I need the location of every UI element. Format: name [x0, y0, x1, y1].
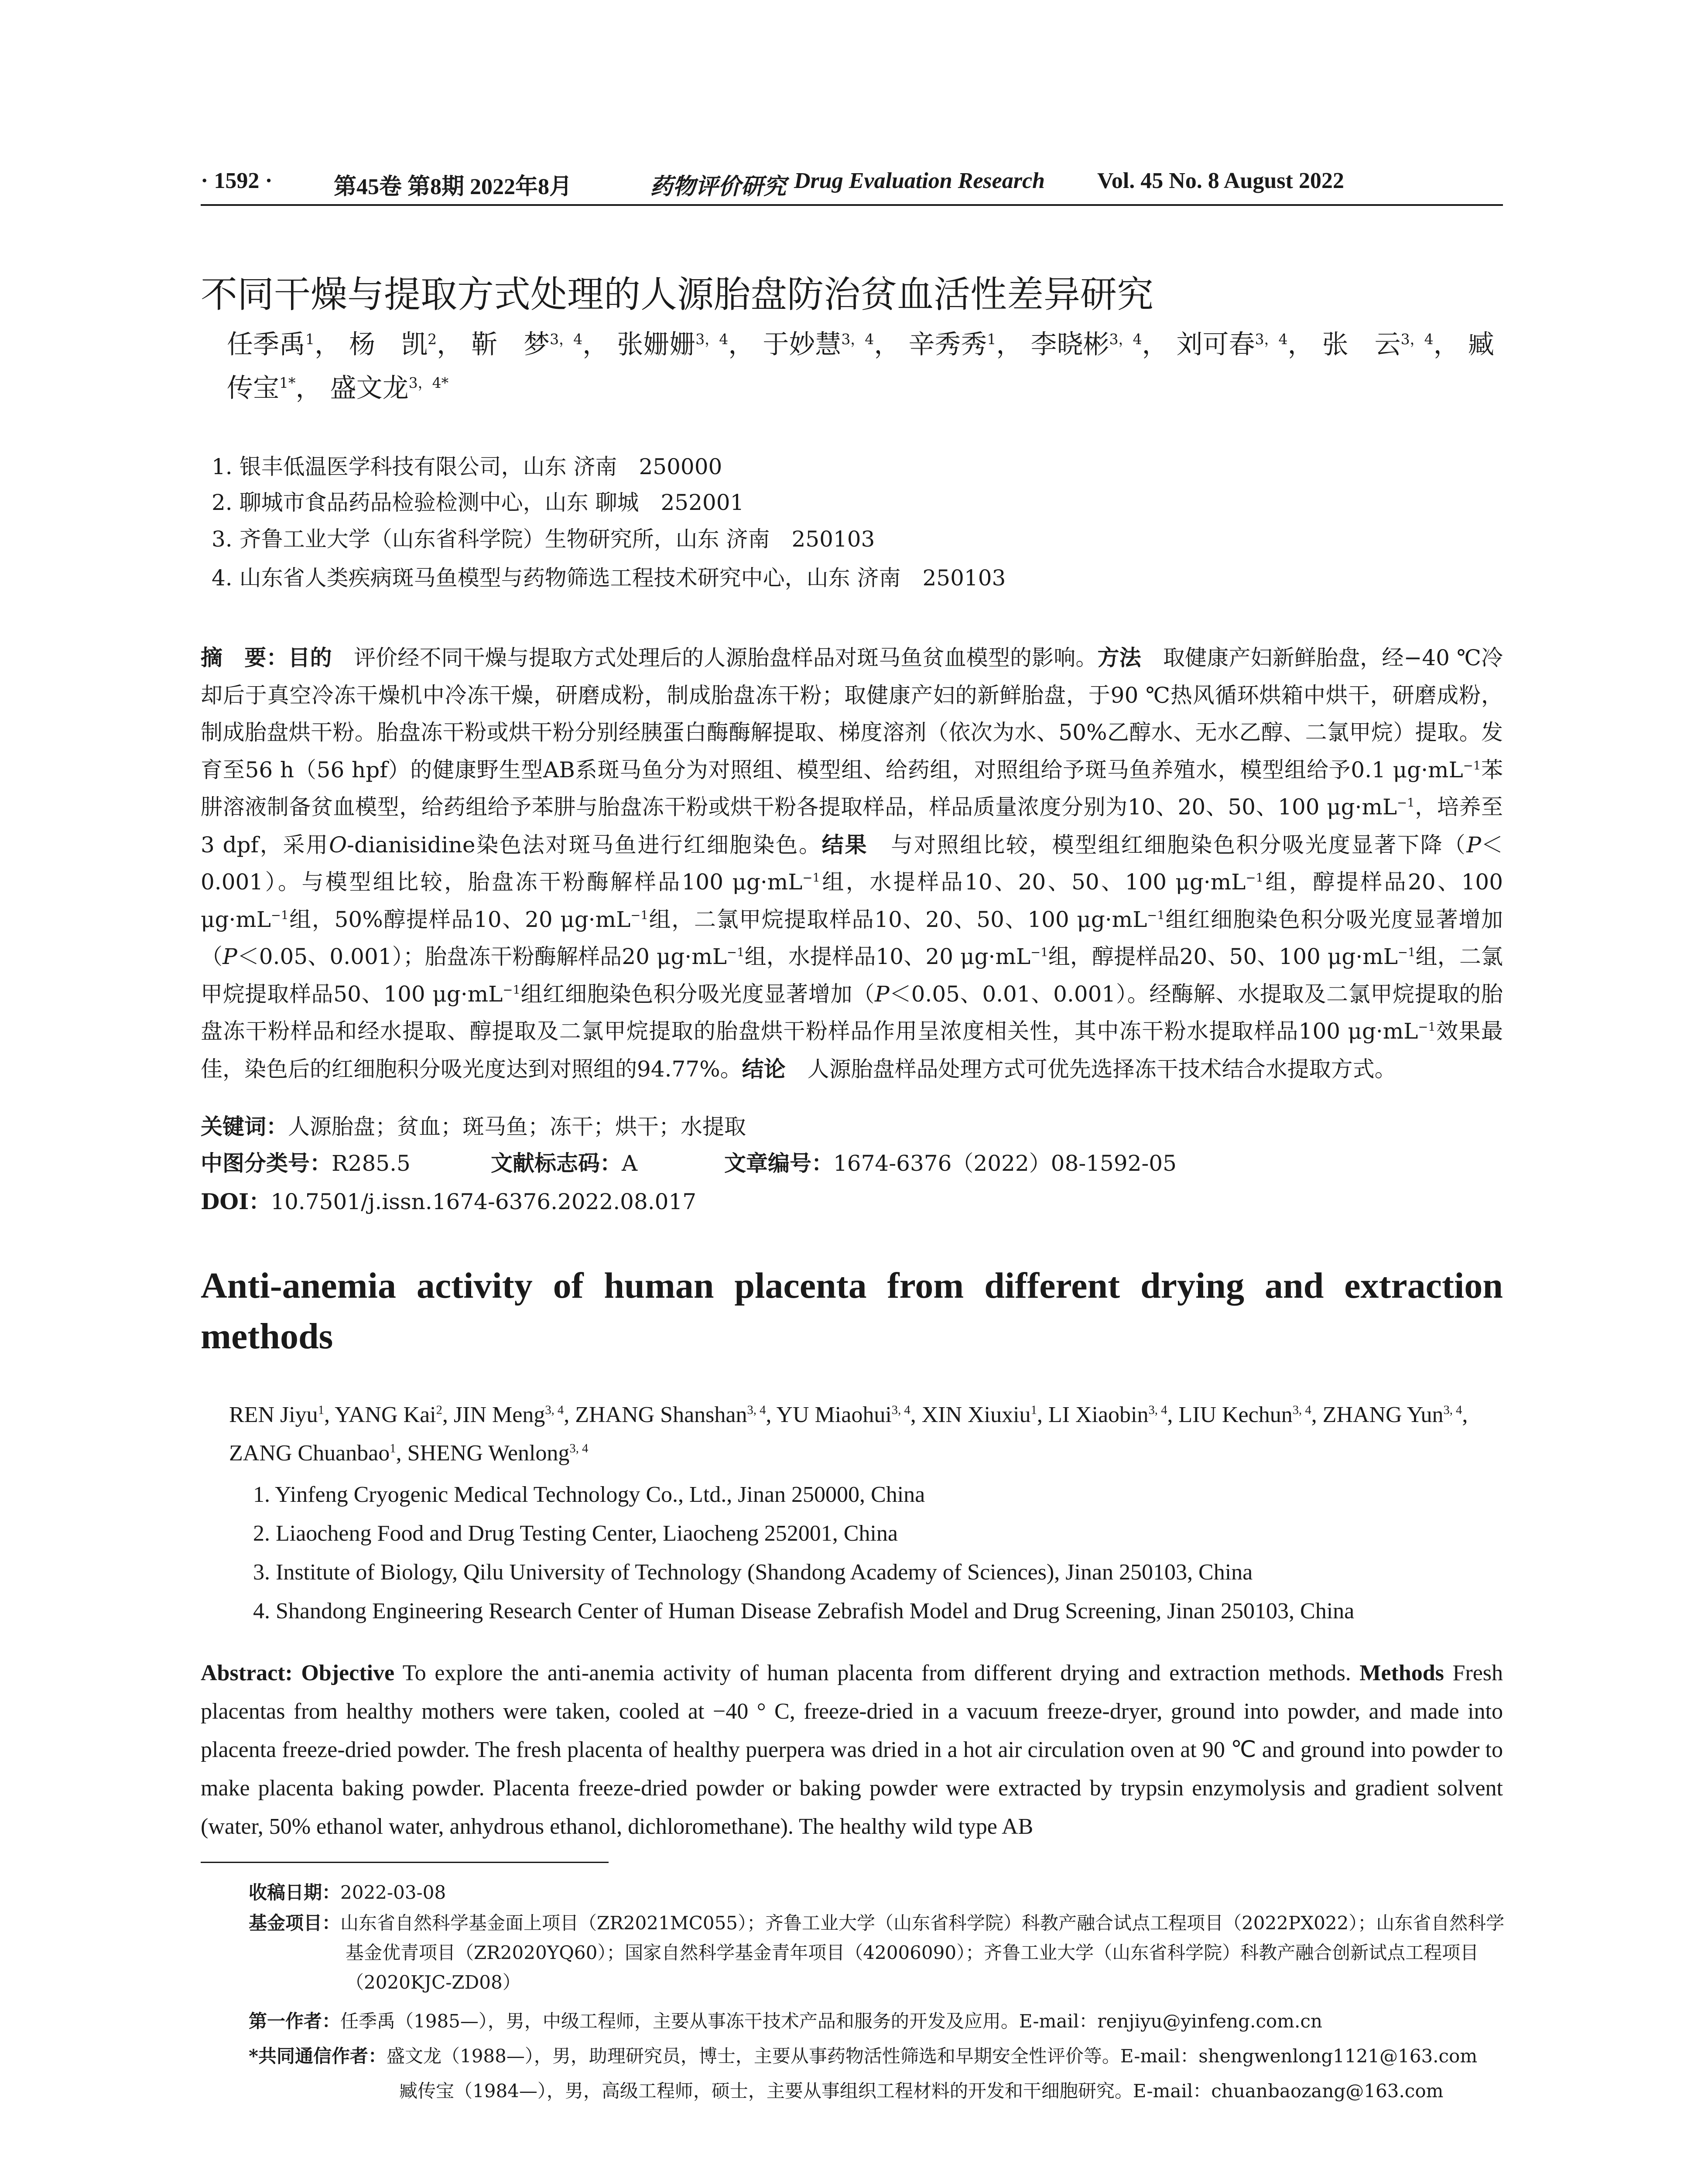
en-affiliation-2: 2. Liaocheng Food and Drug Testing Center, Liaocheng 252001, China: [253, 1521, 898, 1546]
author: 张 云$^{3,4}$，: [1322, 329, 1460, 360]
running-header: [201, 168, 1509, 203]
doc-code-label: 文献标志码：: [491, 1150, 622, 1176]
cn-abstract: 摘 要：目的 评价经不同干燥与提取方式处理后的人源胎盘样品对斑马鱼贫血模型的影响。方法 取健康产妇新鲜胎盘，经−40 ℃冷却后于真空冷冻干燥机中冷冻干燥，研磨成粉，制成胎盘冻干粉；取健康产妇的新鲜胎盘，于90 ℃热风循环烘箱中烘干，研磨成粉，制成胎盘烘干粉。胎盘冻干粉或烘干粉分别经胰蛋白酶酶解提取、梯度溶剂（依次为水、50%乙醇水、无水乙醇、二氯甲烷）提取。发育至56 h（56 hpf）的健康野生型AB系斑马鱼分为对照组、模型组、给药组，对照组给予斑马鱼养殖水，模型组给予0.1 $\mu g\cdot mL^{-1}$苯肼溶液制备贫血模型，给药组给予苯肼与胎盘冻干粉或烘干粉各提取样品，样品质量浓度分别为10、20、50、100 $\mu g\cdot mL^{-1}$，培养至3 dpf，采用O-dianisidine染色法对斑马鱼进行红细胞染色。结果 与对照组比较，模型组红细胞染色积分吸光度显著下降（P＜0.001）。与模型组比较，胎盘冻干粉酶解样品100 $\mu g\cdot mL^{-1}$组，水提样品10、20、50、100 $\mu g\cdot mL^{-1}$组，醇提样品20、100 $\mu g\cdot mL^{-1}$组，50%醇提样品10、20 $\mu g\cdot mL^{-1}$组，二氯甲烷提取样品10、20、50、100 $\mu g\cdot mL^{-1}$组红细胞染色积分吸光度显著增加（P＜0.05、0.001）；胎盘冻干粉酶解样品20 $\mu g\cdot mL^{-1}$组，水提样品10、20 $\mu g\cdot mL^{-1}$组，醇提样品20、50、100 $\mu g\cdot mL^{-1}$组，二氯甲烷提取样品50、100 $\mu g\cdot mL^{-1}$组红细胞染色积分吸光度显著增加（P＜0.05、0.01、0.001）。经酶解、水提取及二氯甲烷提取的胎盘冻干粉样品和经水提取、醇提取及二氯甲烷提取的胎盘烘干粉样品作用呈浓度相关性，其中冻干粉水提取样品100 $\mu g\cdot mL^{-1}$效果最佳，染色后的红细胞积分吸光度达到对照组的94.77%。结论 人源胎盘样品处理方式可优先选择冻干技术结合水提取方式。: [201, 645, 1503, 1082]
clc-label: 中图分类号：: [201, 1150, 332, 1176]
cn-author-list: [227, 323, 1505, 410]
en-abstract: Abstract: Objective To explore the anti-anemia activity of human placenta from different drying and extraction methods. Methods Fresh placentas from healthy mothers were taken, cooled at −40 ° C, freeze-dried in a vacuum freeze-dryer, ground into powder, and made into placenta freeze-dried powder. The fresh placenta of healthy puerpera was dried in a hot air circulation oven at 90 ℃ and ground into powder to make placenta baking powder. Placenta freeze-dried powder or baking powder were extracted by trypsin enzymolysis and gradient solvent (water, 50% ethanol water, anhydrous ethanol, dichloromethane). The healthy wild type AB: [201, 1661, 1503, 1839]
author: 刘可春$^{3,4}$，: [1176, 329, 1314, 360]
cn-affiliation-4: 4. 山东省人类疾病斑马鱼模型与药物筛选工程技术研究中心，山东 济南 250103: [212, 565, 1006, 591]
doi-row: DOI：10.7501/j.issn.1674-6376.2022.08.017: [201, 1189, 697, 1214]
footnote-corresponding-1: *共同通信作者：盛文龙（1988—），男，助理研究员，博士，主要从事药物活性筛选和早期安全性评价等。E-mail：shengwenlong1121@163.com: [249, 2045, 1478, 2067]
cn-issue: 第45卷 第8期 2022年8月: [334, 174, 572, 199]
footnote-fund: 基金项目：山东省自然科学基金面上项目（ZR2021MC055）；齐鲁工业大学（山东省科学院）科教产融合试点工程项目（2022PX022）；山东省自然科学基金优青项目（ZR2020YQ60）；国家自然科学基金青年项目（42006090）；齐鲁工业大学（山东省科学院）科教产融合创新试点工程项目（2020KJC-ZD08）: [249, 1912, 1505, 1993]
author: 杨 凯$^2$，: [349, 329, 463, 360]
footnote-received: 收稿日期：2022-03-08: [249, 1882, 446, 1903]
cn-title: 不同干燥与提取方式处理的人源胎盘防治贫血活性差异研究: [201, 273, 1154, 316]
author: 张姗姗$^{3,4}$，: [617, 329, 755, 360]
clc-value: R285.5: [332, 1151, 411, 1176]
header-rule: [201, 204, 1503, 206]
en-affiliation-4: 4. Shandong Engineering Research Center of Human Disease Zebrafish Model and Drug Screening, Jinan 250103, China: [253, 1599, 1355, 1624]
doc-code-value: A: [622, 1151, 638, 1176]
cn-affiliation-1: 1. 银丰低温医学科技有限公司，山东 济南 250000: [212, 454, 722, 479]
doi-value: 10.7501/j.issn.1674-6376.2022.08.017: [270, 1189, 697, 1214]
journal-en-name: Drug Evaluation Research: [794, 168, 1045, 193]
author: 盛文龙$^{3,4*}$: [330, 373, 449, 403]
article-number-label: 文章编号：: [724, 1150, 833, 1176]
journal-cn-logo: 药物评价研究: [650, 173, 787, 200]
en-title: Anti-anemia activity of human placenta from different drying and extraction methods: [201, 1265, 1503, 1357]
keywords: 关键词：人源胎盘；贫血；斑马鱼；冻干；烘干；水提取: [201, 1114, 746, 1139]
author: 辛秀秀$^1$，: [908, 329, 1023, 360]
footnote-rule: [201, 1862, 609, 1863]
en-issue: Vol. 45 No. 8 August 2022: [1097, 168, 1344, 193]
page-number: · 1592 ·: [201, 168, 273, 193]
footnote-corresponding-2: 臧传宝（1984—），男，高级工程师，硕士，主要从事组织工程材料的开发和干细胞研究。E-mail：chuanbaozang@163.com: [399, 2080, 1444, 2102]
classification-row: [201, 1145, 1503, 1182]
author: 于妙慧$^{3,4}$，: [763, 329, 900, 360]
en-affiliation-3: 3. Institute of Biology, Qilu University of Technology (Shandong Academy of Sciences), Jinan 250103, China: [253, 1560, 1253, 1585]
en-affiliation-1: 1. Yinfeng Cryogenic Medical Technology Co., Ltd., Jinan 250000, China: [253, 1482, 925, 1507]
cn-affiliation-2: 2. 聊城市食品药品检验检测中心，山东 聊城 252001: [212, 490, 744, 515]
author: 任季禹$^1$，: [227, 329, 341, 360]
footnote-first-author: 第一作者：任季禹（1985—），男，中级工程师，主要从事冻干技术产品和服务的开发及应用。E-mail：renjiyu@yinfeng.com.cn: [249, 2010, 1322, 2032]
author: 臧传宝$^{1*}$，: [227, 329, 1494, 403]
article-number-value: 1674-6376（2022）08-1592-05: [833, 1151, 1177, 1176]
author: 靳 梦$^{3,4}$，: [471, 329, 609, 360]
cn-affiliation-3: 3. 齐鲁工业大学（山东省科学院）生物研究所，山东 济南 250103: [212, 526, 875, 552]
author: 李晓彬$^{3,4}$，: [1030, 329, 1168, 360]
en-author-list: REN Jiyu$^1$, YANG Kai$^2$, JIN Meng$^{3, 4}$, ZHANG Shanshan$^{3, 4}$, YU Miaohui$^{3, 4}$, XIN Xiuxiu$^1$, LI Xiaobin$^{3, 4}$, LIU Kechun$^{3, 4}$, ZHANG Yun$^{3, 4}$, ZANG Chuanbao$^1$, SHENG Wenlong$^{3, 4}$: [229, 1402, 1468, 1466]
